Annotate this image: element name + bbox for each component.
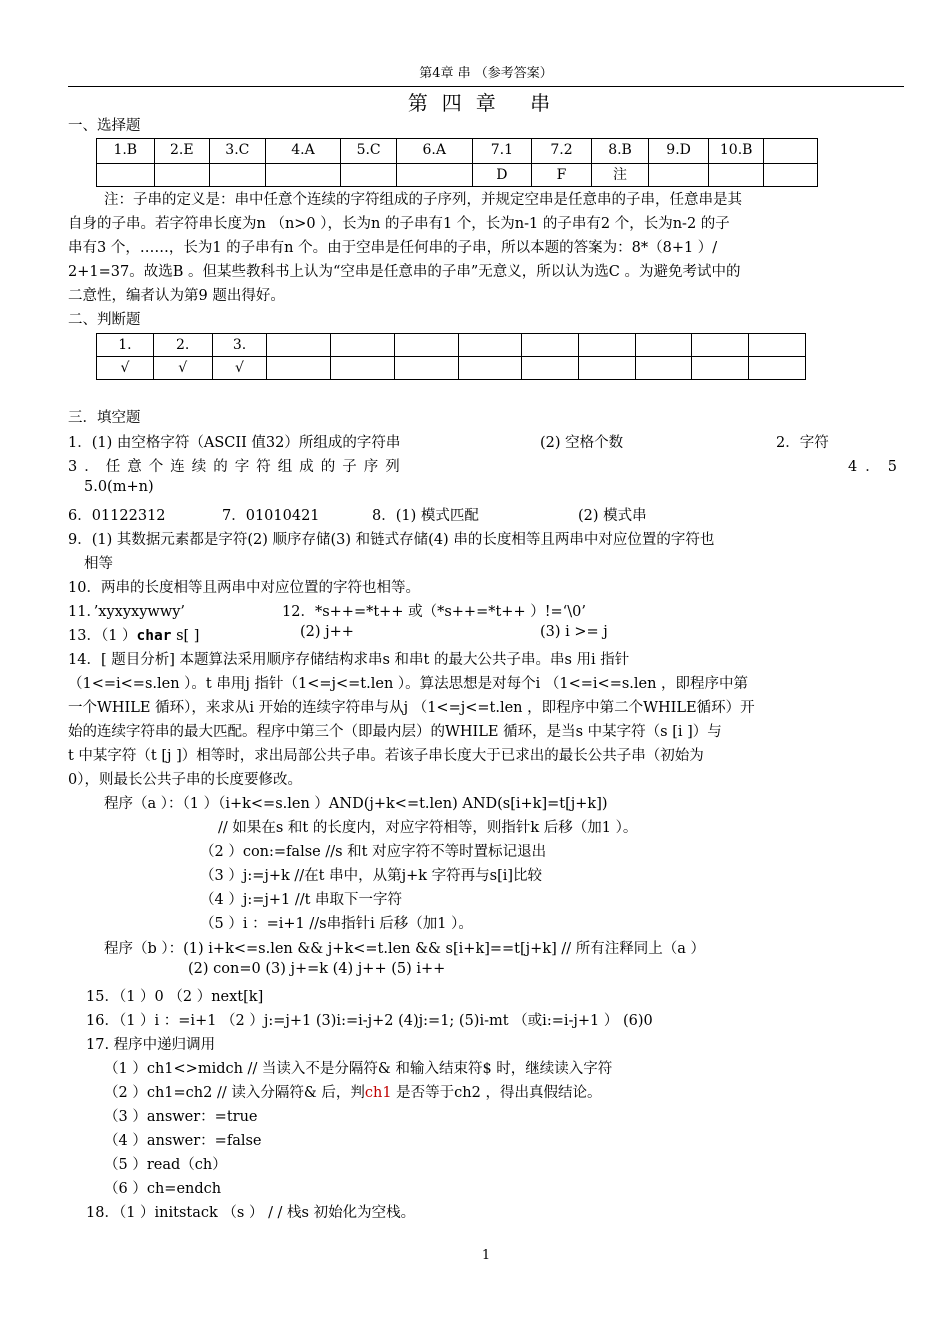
fill-answer-1: 1．(1) 由空格字符（ASCII 值32）所组成的字符串 xyxy=(68,435,401,451)
fill-answer-18: 18．（1 ）initstack （s ） / / 栈s 初始化为空栈。 xyxy=(86,1205,416,1221)
fill-answer-6: 6．01122312 xyxy=(68,508,166,524)
fill-answer-7: 7．01010421 xyxy=(222,508,320,524)
answer-cell: 6.A xyxy=(396,139,472,164)
fill-answer-13-2: (2) j++ xyxy=(300,624,354,640)
answer-cell: 8.B xyxy=(591,139,649,164)
running-header: 第4章 串 （参考答案） xyxy=(419,66,553,81)
answer-13-1-keyword: char xyxy=(136,628,172,644)
fill-answer-8: 8．(1) 模式匹配 xyxy=(372,508,479,524)
answer-cell: 1. xyxy=(97,334,154,357)
fill-answer-10: 10．两串的长度相等且两串中对应位置的字符也相等。 xyxy=(68,580,420,596)
answer-17-line: （4 ）answer：=false xyxy=(104,1133,262,1149)
answer-cell xyxy=(331,357,395,380)
analysis-line: （1<=i<=s.len ）。t 串用j 指针（1<=j<=t.len ）。算法思想是对每个i （1<=i<=s.len ，即程序中第 xyxy=(68,676,749,692)
fill-answer-5: 5.0(m+n) xyxy=(84,479,154,495)
fill-answer-17: 17. 程序中递归调用 xyxy=(86,1037,216,1053)
answer-cell: 7.2 xyxy=(532,139,592,164)
analysis-line: 0），则最长公共子串的长度要修改。 xyxy=(68,772,302,788)
answer-cell: D xyxy=(472,164,532,187)
fill-answer-9: 9．(1) 其数据元素都是字符(2) 顺序存储(3) 和链式存储(4) 串的长度相等且两串中对应位置的字符也 xyxy=(68,532,715,548)
answer-cell xyxy=(764,139,818,164)
answer-cell xyxy=(692,334,749,357)
answer-cell xyxy=(267,357,331,380)
answer-cell xyxy=(394,357,458,380)
program-b-line: (2) con=0 (3) j+=k (4) j++ (5) i++ xyxy=(188,961,446,977)
program-a-line: （2 ）con:=false //s 和t 对应字符不等时置标记退出 xyxy=(200,844,547,860)
answer-cell xyxy=(267,334,331,357)
answer-17-2-rest: 是否等于ch2 ，得出真假结论。 xyxy=(391,1085,602,1101)
answer-cell: 4.A xyxy=(265,139,341,164)
answer-cell xyxy=(692,357,749,380)
answer-17-line: （1 ）ch1<>midch // 当读入不是分隔符& 和输入结束符$ 时，继续读入字符 xyxy=(104,1061,613,1077)
answer-cell xyxy=(749,334,806,357)
answer-cell: √ xyxy=(212,357,267,380)
answer-13-1-rest: s[ ] xyxy=(171,628,200,644)
answer-cell xyxy=(635,357,692,380)
note-line: 二意性，编者认为第9 题出得好。 xyxy=(68,288,285,304)
answer-cell xyxy=(265,164,341,187)
answer-17-2-text: （2 ）ch1=ch2 // 读入分隔符& 后，判 xyxy=(104,1085,365,1101)
fill-answer-8-2: (2) 模式串 xyxy=(578,508,647,524)
fill-answer-14-analysis xyxy=(68,648,904,792)
fill-answer-16: 16．（1 ）i ：=i+1 （2 ）j:=j+1 (3)i:=i-j+2 (4)j:=1; (5)i-mt （或i:=i-j+1 ） (6)0 xyxy=(86,1013,653,1029)
answer-17-line: （3 ）answer：=true xyxy=(104,1109,258,1125)
answer-cell xyxy=(635,334,692,357)
fill-answer-13 xyxy=(68,624,199,645)
answer-17-line: （6 ）ch=endch xyxy=(104,1181,222,1197)
answer-cell: 注 xyxy=(591,164,649,187)
section-judge-title: 二、判断题 xyxy=(68,312,141,328)
program-a-line: （4 ）j:=j+1 //t 串取下一字符 xyxy=(200,892,403,908)
analysis-line: 始的连续字符串的最大匹配。程序中第三个（即最内层）的WHILE 循环，是当s 中某字符（s [i ]）与 xyxy=(68,724,722,740)
answer-cell xyxy=(522,357,579,380)
answer-cell xyxy=(396,164,472,187)
answer-17-line: （5 ）read（ch） xyxy=(104,1157,227,1173)
answer-cell xyxy=(458,357,522,380)
program-a-line: （5 ）i ：=i+1 //s串指针i 后移（加1 ）。 xyxy=(200,916,473,932)
answer-cell xyxy=(458,334,522,357)
fill-answer-11: 11．’xyxyxywwy’ xyxy=(68,604,186,620)
answer-cell xyxy=(97,164,155,187)
answer-cell xyxy=(331,334,395,357)
answer-cell xyxy=(708,164,764,187)
answer-cell: √ xyxy=(153,357,212,380)
answer-cell xyxy=(522,334,579,357)
fill-answer-12: 12．*s++=*t++ 或（*s++=*t++ ）!=‘\0’ xyxy=(282,604,587,620)
answer-17-line xyxy=(104,1081,601,1102)
fill-answer-13-3: (3) i >= j xyxy=(540,624,608,640)
chapter-title: 第四章 串 xyxy=(407,91,565,115)
fill-answer-1-2: (2) 空格个数 xyxy=(540,435,624,451)
note-line: 自身的子串。若字符串长度为n （n>0 ），长为n 的子串有1 个，长为n-1 的子串有2 个，长为n-2 的子 xyxy=(68,216,730,232)
answer-cell: √ xyxy=(97,357,154,380)
answer-cell xyxy=(341,164,397,187)
answer-cell: 5.C xyxy=(341,139,397,164)
answer-cell: 3. xyxy=(212,334,267,357)
answer-cell: 7.1 xyxy=(472,139,532,164)
answer-cell xyxy=(649,164,709,187)
answer-cell xyxy=(210,164,266,187)
judge-answer-table xyxy=(96,333,806,380)
answer-cell: 10.B xyxy=(708,139,764,164)
answer-cell xyxy=(749,357,806,380)
program-a-line: 程序（a ）：（1 ）（i+k<=s.len ）AND(j+k<=t.len) AND(s[i+k]=t[j+k]) xyxy=(104,796,608,812)
note-line: 注：子串的定义是：串中任意个连续的字符组成的子序列，并规定空串是任意串的子串，任意串是其 xyxy=(104,192,742,208)
header-rule xyxy=(68,86,904,87)
answer-cell: 9.D xyxy=(649,139,709,164)
fill-answer-15: 15．（1 ）0 （2 ）next[k] xyxy=(86,989,264,1005)
answer-cell: F xyxy=(532,164,592,187)
analysis-line: t 中某字符（t [j ]）相等时，求出局部公共子串。若该子串长度大于已求出的最长公共子串（初始为 xyxy=(68,748,704,764)
answer-cell: 1.B xyxy=(97,139,155,164)
fill-answer-9-cont: 相等 xyxy=(84,556,113,572)
answer-cell xyxy=(154,164,210,187)
fill-answer-2: 2．字符 xyxy=(776,435,829,451)
section-choice-title: 一、选择题 xyxy=(68,118,141,134)
answer-cell xyxy=(764,164,818,187)
program-a-line: // 如果在s 和t 的长度内，对应字符相等，则指针k 后移（加1 ）。 xyxy=(218,820,638,836)
note-line: 串有3 个，……，长为1 的子串有n 个。由于空串是任何串的子串，所以本题的答案为：8*（8+1 ）/ xyxy=(68,240,718,256)
choice-answer-table xyxy=(96,138,818,187)
choice-note xyxy=(68,188,904,308)
page-number: 1 xyxy=(481,1248,491,1263)
answer-17-2-highlight: ch1 xyxy=(364,1085,392,1101)
analysis-line: 14．[ 题目分析] 本题算法采用顺序存储结构求串s 和串t 的最大公共子串。串s 用i 指针 xyxy=(68,652,630,668)
fill-answer-3: 3．任意个连续的字符组成的子序列 xyxy=(68,459,407,475)
answer-13-1-label: 13．（1 ） xyxy=(68,628,137,644)
program-b-line: 程序（b ）：(1) i+k<=s.len && j+k<=t.len && s[i+k]==t[j+k] // 所有注释同上（a ） xyxy=(104,941,705,957)
section-fill-title: 三．填空题 xyxy=(68,410,141,426)
program-a-line: （3 ）j:=j+k //在t 串中，从第j+k 字符再与s[i]比较 xyxy=(200,868,543,884)
analysis-line: 一个WHILE 循环），来求从i 开始的连续字符串与从j （1<=j<=t.len ，即程序中第二个WHILE循环）开 xyxy=(68,700,755,716)
answer-cell: 3.C xyxy=(210,139,266,164)
answer-cell xyxy=(394,334,458,357)
note-line: 2+1=37。故选B 。但某些教科书上认为“空串是任意串的子串”无意义，所以认为选C 。为避免考试中的 xyxy=(68,264,741,280)
fill-answer-4: 4．5 xyxy=(848,459,905,475)
answer-cell: 2.E xyxy=(154,139,210,164)
answer-cell xyxy=(578,334,635,357)
answer-cell xyxy=(578,357,635,380)
answer-cell: 2. xyxy=(153,334,212,357)
